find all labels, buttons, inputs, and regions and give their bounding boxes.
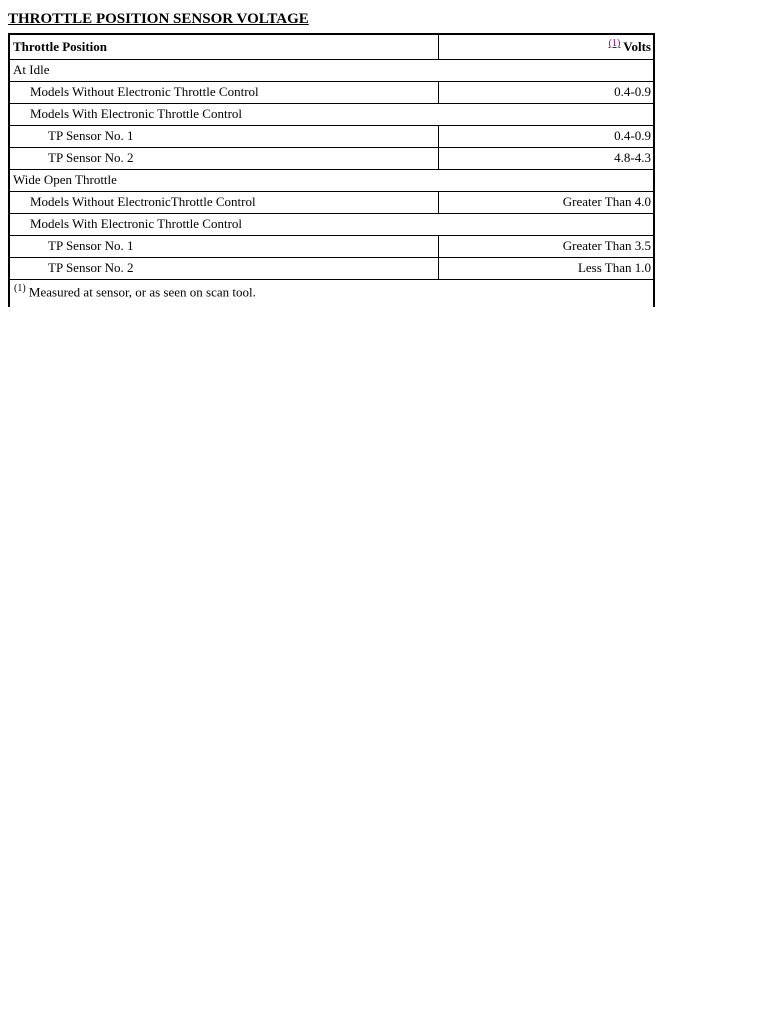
row-label: TP Sensor No. 2 [9,147,438,169]
row-label: At Idle [9,59,654,81]
table-row [9,125,654,147]
table-row [9,169,654,191]
table-body [9,59,654,279]
row-value: Greater Than 3.5 [438,235,654,257]
footnote-marker: (1) [14,282,26,294]
page-title: THROTTLE POSITION SENSOR VOLTAGE [8,11,309,27]
row-label: TP Sensor No. 1 [9,235,438,257]
table-row [9,147,654,169]
column-header-throttle-position: Throttle Position [9,34,438,59]
row-label: Models Without Electronic Throttle Control [9,81,438,103]
row-value: 0.4-0.9 [438,125,654,147]
column-header-volts [438,34,654,59]
table-row [9,103,654,125]
row-value: Greater Than 4.0 [438,191,654,213]
row-label: Models Without ElectronicThrottle Control [9,191,438,213]
row-label: Wide Open Throttle [9,169,654,191]
row-value: 4.8-4.3 [438,147,654,169]
column-header-volts-label: Volts [623,39,651,55]
table-row [9,81,654,103]
footnote-ref-link[interactable]: (1) [608,38,621,50]
table-row [9,235,654,257]
table-row [9,213,654,235]
table-row [9,191,654,213]
row-label: Models With Electronic Throttle Control [9,103,654,125]
row-value: Less Than 1.0 [438,257,654,279]
tp-sensor-voltage-table [8,33,655,307]
table-row [9,257,654,279]
row-value: 0.4-0.9 [438,81,654,103]
table-header-row [9,34,654,59]
row-label: TP Sensor No. 2 [9,257,438,279]
table-row [9,59,654,81]
footnote-text: Measured at sensor, or as seen on scan tool. [28,283,256,299]
row-label: TP Sensor No. 1 [9,125,438,147]
document-page [0,0,768,315]
footnote-row [9,279,654,307]
row-label: Models With Electronic Throttle Control [9,213,654,235]
footnote-cell [9,279,654,307]
